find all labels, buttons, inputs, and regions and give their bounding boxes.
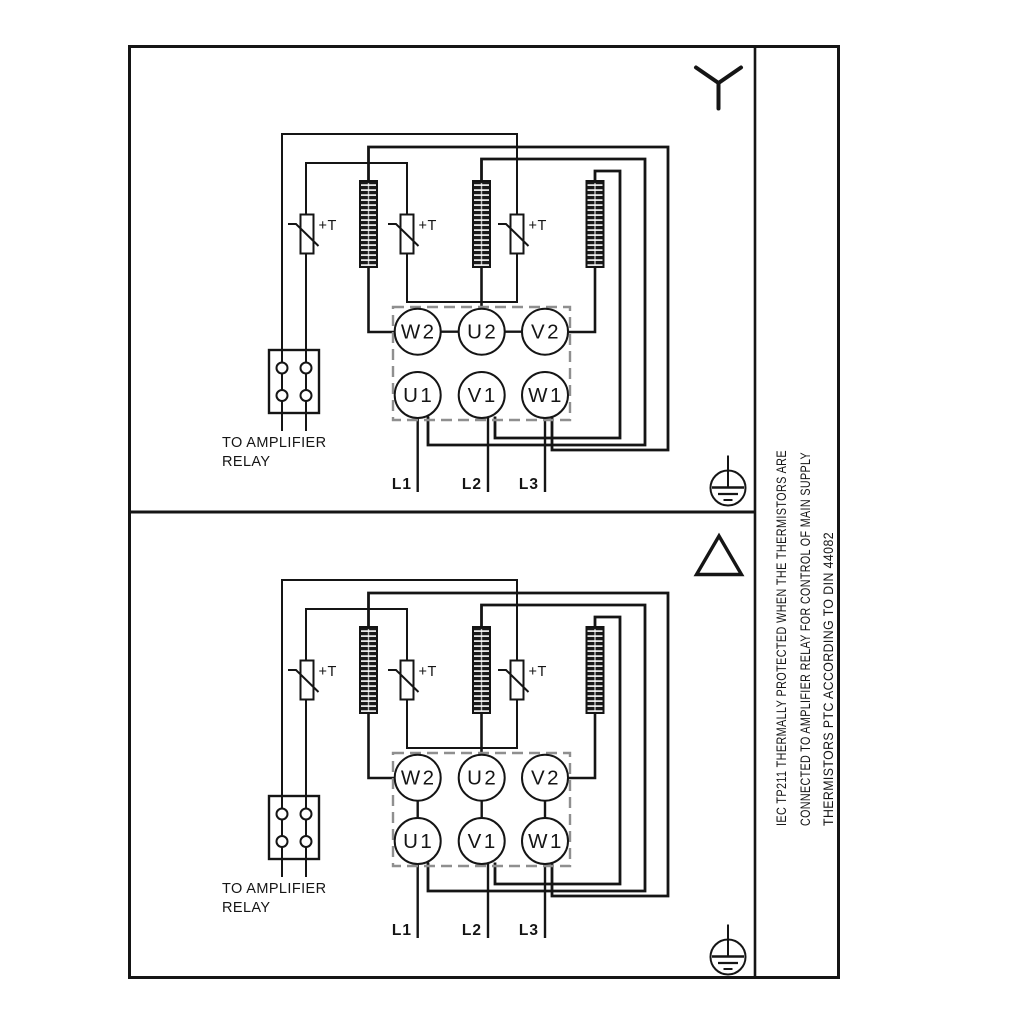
- relay-caption-line1: TO AMPLIFIER: [222, 435, 327, 451]
- supply-label-l3: L3: [518, 922, 539, 939]
- terminal-label-w2: W2: [400, 766, 437, 790]
- star-connection-panel: [222, 68, 746, 506]
- terminal-label-u1: U1: [403, 384, 435, 407]
- terminal-label-u1: U1: [403, 830, 435, 853]
- supply-label-l2: L2: [461, 922, 482, 939]
- terminal-label-u2: U2: [467, 766, 499, 790]
- delta-connection-panel: [222, 536, 746, 975]
- star-connection-icon: [696, 68, 741, 109]
- relay-caption-line1: TO AMPLIFIER: [222, 881, 327, 897]
- thermistor-label: +T: [418, 218, 437, 234]
- delta-terminal-links: [418, 801, 545, 818]
- side-note-panel: [773, 335, 836, 826]
- side-note-line1: IEC TP211 THERMALLY PROTECTED WHEN THE THERMISTORS ARE: [773, 339, 789, 826]
- side-note-line2: CONNECTED TO AMPLIFIER RELAY FOR CONTROL OF MAIN SUPPLY: [797, 335, 813, 826]
- side-note-line3: THERMISTORS PTC ACCORDING TO DIN 44082: [820, 491, 836, 826]
- supply-label-l3: L3: [518, 476, 539, 493]
- terminal-label-v2: V2: [530, 320, 562, 344]
- supply-label-l1: L1: [391, 922, 412, 939]
- supply-label-l1: L1: [391, 476, 412, 493]
- thermistor-label: +T: [418, 664, 437, 680]
- terminal-label-w2: W2: [400, 320, 437, 344]
- delta-connection-icon: [697, 536, 742, 575]
- terminal-label-v2: V2: [530, 766, 562, 790]
- relay-caption-line2: RELAY: [222, 900, 271, 916]
- relay-caption-line2: RELAY: [222, 454, 271, 470]
- terminal-label-u2: U2: [467, 320, 499, 344]
- supply-label-l2: L2: [461, 476, 482, 493]
- thermistor-label: +T: [528, 218, 547, 234]
- thermistor-label: +T: [318, 664, 337, 680]
- thermistor-label: +T: [318, 218, 337, 234]
- thermistor-label: +T: [528, 664, 547, 680]
- terminal-label-w1: W1: [528, 384, 564, 407]
- terminal-label-v1: V1: [467, 384, 498, 407]
- terminal-label-v1: V1: [467, 830, 498, 853]
- terminal-label-w1: W1: [528, 830, 564, 853]
